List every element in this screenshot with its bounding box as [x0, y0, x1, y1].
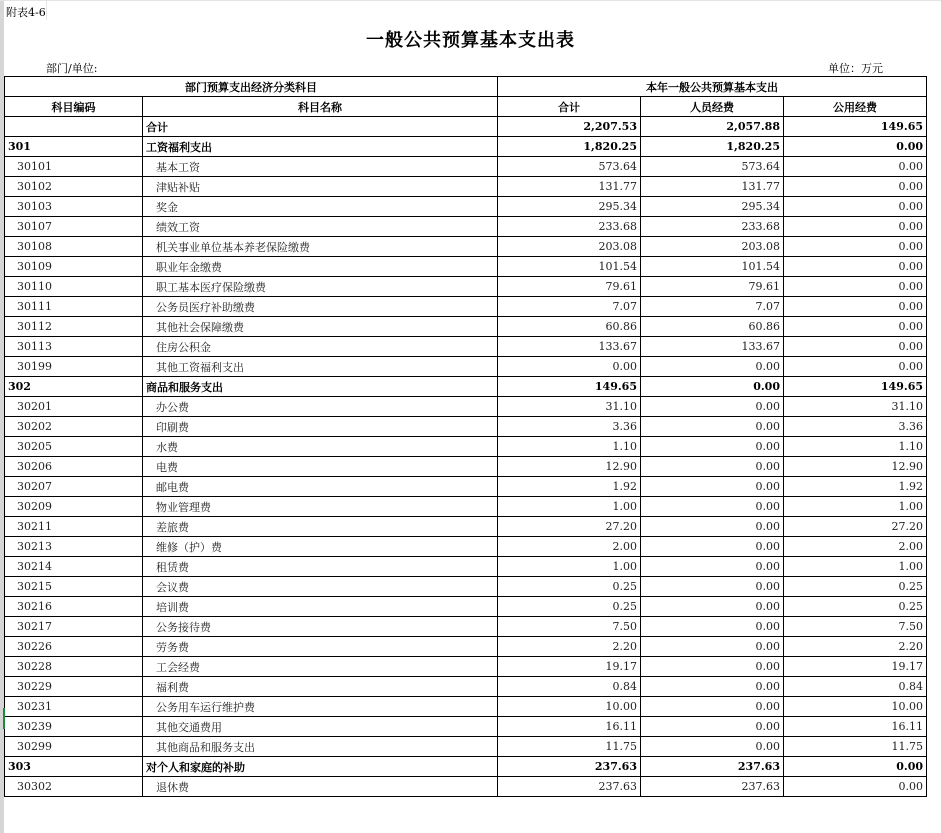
- table-row[interactable]: [5, 577, 927, 597]
- cell-personnel[interactable]: 0.00: [641, 377, 784, 397]
- cell-total[interactable]: 1.10: [498, 437, 641, 457]
- column-header-public: 公用经费: [784, 97, 927, 117]
- cell-personnel[interactable]: 0.00: [641, 677, 784, 697]
- cell-public[interactable]: 2.00: [784, 537, 927, 557]
- cell-personnel[interactable]: 133.67: [641, 337, 784, 357]
- cell-code[interactable]: 30239: [5, 717, 143, 737]
- cell-total[interactable]: 0.84: [498, 677, 641, 697]
- cell-name[interactable]: 公务用车运行维护费: [143, 697, 498, 717]
- cell-total[interactable]: 10.00: [498, 697, 641, 717]
- department-label: 部门/单位:: [46, 62, 98, 75]
- cell-total[interactable]: 233.68: [498, 217, 641, 237]
- budget-table: [4, 76, 927, 797]
- cell-code[interactable]: 301: [5, 137, 143, 157]
- table-row[interactable]: [5, 377, 927, 397]
- cell-total[interactable]: 60.86: [498, 317, 641, 337]
- cell-personnel[interactable]: 237.63: [641, 757, 784, 777]
- cell-code[interactable]: 30110: [5, 277, 143, 297]
- cell-personnel[interactable]: 0.00: [641, 577, 784, 597]
- cell-code[interactable]: 30109: [5, 257, 143, 277]
- cell-personnel[interactable]: 573.64: [641, 157, 784, 177]
- table-row[interactable]: [5, 317, 927, 337]
- cell-personnel[interactable]: 0.00: [641, 437, 784, 457]
- table-row[interactable]: [5, 197, 927, 217]
- cell-personnel[interactable]: 60.86: [641, 317, 784, 337]
- top-gridline: [0, 0, 941, 1]
- cell-total[interactable]: 3.36: [498, 417, 641, 437]
- cell-name[interactable]: 印刷费: [143, 417, 498, 437]
- table-row[interactable]: [5, 297, 927, 317]
- cell-code[interactable]: 30202: [5, 417, 143, 437]
- table-column-header-row: [5, 97, 927, 117]
- table-row[interactable]: [5, 617, 927, 637]
- cell-name[interactable]: 福利费: [143, 677, 498, 697]
- cell-public[interactable]: 11.75: [784, 737, 927, 757]
- cell-personnel[interactable]: 0.00: [641, 477, 784, 497]
- table-row[interactable]: [5, 697, 927, 717]
- cell-public[interactable]: 0.00: [784, 317, 927, 337]
- unit-label: 单位：万元: [828, 62, 883, 75]
- cell-personnel[interactable]: 0.00: [641, 397, 784, 417]
- table-row[interactable]: [5, 417, 927, 437]
- table-row[interactable]: [5, 677, 927, 697]
- cell-total[interactable]: 1,820.25: [498, 137, 641, 157]
- cell-public[interactable]: 0.00: [784, 237, 927, 257]
- cell-total[interactable]: 237.63: [498, 757, 641, 777]
- cell-name[interactable]: 商品和服务支出: [143, 377, 498, 397]
- table-row[interactable]: [5, 597, 927, 617]
- cell-total[interactable]: 79.61: [498, 277, 641, 297]
- cell-name[interactable]: 租赁费: [143, 557, 498, 577]
- cell-name[interactable]: 工资福利支出: [143, 137, 498, 157]
- cell-total[interactable]: 133.67: [498, 337, 641, 357]
- page-title: 一般公共预算基本支出表: [366, 30, 575, 51]
- cell-code[interactable]: 30103: [5, 197, 143, 217]
- cell-total[interactable]: 16.11: [498, 717, 641, 737]
- table-row[interactable]: [5, 177, 927, 197]
- table-row[interactable]: [5, 497, 927, 517]
- cell-public[interactable]: 0.00: [784, 177, 927, 197]
- cell-personnel[interactable]: 131.77: [641, 177, 784, 197]
- cell-code[interactable]: 30101: [5, 157, 143, 177]
- cell-personnel[interactable]: 2,057.88: [641, 117, 784, 137]
- cell-name[interactable]: 工会经费: [143, 657, 498, 677]
- table-row[interactable]: [5, 257, 927, 277]
- cell-name[interactable]: 基本工资: [143, 157, 498, 177]
- cell-total[interactable]: 101.54: [498, 257, 641, 277]
- column-header-total: 合计: [498, 97, 641, 117]
- table-row[interactable]: [5, 537, 927, 557]
- cell-code[interactable]: 30231: [5, 697, 143, 717]
- table-group-header-row: [5, 77, 927, 97]
- cell-name[interactable]: 其他工资福利支出: [143, 357, 498, 377]
- cell-personnel[interactable]: 1,820.25: [641, 137, 784, 157]
- cell-public[interactable]: 31.10: [784, 397, 927, 417]
- cell-name[interactable]: 培训费: [143, 597, 498, 617]
- cell-personnel[interactable]: 0.00: [641, 737, 784, 757]
- cell-code[interactable]: 30228: [5, 657, 143, 677]
- cell-name[interactable]: 电费: [143, 457, 498, 477]
- cell-total[interactable]: 295.34: [498, 197, 641, 217]
- cell-code[interactable]: 30207: [5, 477, 143, 497]
- table-row[interactable]: [5, 777, 927, 797]
- cell-personnel[interactable]: 237.63: [641, 777, 784, 797]
- table-row[interactable]: [5, 477, 927, 497]
- cell-public[interactable]: 1.00: [784, 497, 927, 517]
- cell-total[interactable]: 0.25: [498, 597, 641, 617]
- cell-name[interactable]: 其他社会保障缴费: [143, 317, 498, 337]
- cell-code[interactable]: 30205: [5, 437, 143, 457]
- cell-total[interactable]: 149.65: [498, 377, 641, 397]
- column-header-personnel: 人员经费: [641, 97, 784, 117]
- cell-code[interactable]: 30113: [5, 337, 143, 357]
- cell-personnel[interactable]: 233.68: [641, 217, 784, 237]
- cell-public[interactable]: 149.65: [784, 377, 927, 397]
- cell-personnel[interactable]: 295.34: [641, 197, 784, 217]
- table-body: [5, 117, 927, 797]
- cell-code[interactable]: 30199: [5, 357, 143, 377]
- cell-public[interactable]: 149.65: [784, 117, 927, 137]
- cell-public[interactable]: 16.11: [784, 717, 927, 737]
- table-row[interactable]: [5, 157, 927, 177]
- table-row[interactable]: [5, 517, 927, 537]
- cell-code[interactable]: 30102: [5, 177, 143, 197]
- cell-total[interactable]: 12.90: [498, 457, 641, 477]
- cell-personnel[interactable]: 0.00: [641, 537, 784, 557]
- cell-name[interactable]: 职业年金缴费: [143, 257, 498, 277]
- cell-public[interactable]: 0.00: [784, 777, 927, 797]
- cell-total[interactable]: 0.25: [498, 577, 641, 597]
- cell-total[interactable]: 31.10: [498, 397, 641, 417]
- cell-public[interactable]: 0.00: [784, 137, 927, 157]
- cell-total[interactable]: 7.50: [498, 617, 641, 637]
- annex-label: 附表4-6: [6, 6, 46, 19]
- cell-public[interactable]: 0.00: [784, 217, 927, 237]
- cell-personnel[interactable]: 0.00: [641, 717, 784, 737]
- cell-name[interactable]: 职工基本医疗保险缴费: [143, 277, 498, 297]
- table-row[interactable]: [5, 657, 927, 677]
- cell-code[interactable]: 30217: [5, 617, 143, 637]
- table-row[interactable]: [5, 277, 927, 297]
- cell-name[interactable]: 会议费: [143, 577, 498, 597]
- cell-personnel[interactable]: 0.00: [641, 557, 784, 577]
- column-header-code: 科目编码: [5, 97, 143, 117]
- cell-code[interactable]: 30111: [5, 297, 143, 317]
- cell-code[interactable]: 30201: [5, 397, 143, 417]
- cell-name[interactable]: 津贴补贴: [143, 177, 498, 197]
- cell-personnel[interactable]: 0.00: [641, 497, 784, 517]
- cell-name[interactable]: 差旅费: [143, 517, 498, 537]
- cell-code[interactable]: 30226: [5, 637, 143, 657]
- table-row[interactable]: [5, 357, 927, 377]
- cell-total[interactable]: 2.20: [498, 637, 641, 657]
- cell-public[interactable]: 0.84: [784, 677, 927, 697]
- cell-name[interactable]: 劳务费: [143, 637, 498, 657]
- cell-name[interactable]: 公务员医疗补助缴费: [143, 297, 498, 317]
- group-header-basic-expenditure: 本年一般公共预算基本支出: [498, 77, 927, 97]
- cell-public[interactable]: 0.00: [784, 277, 927, 297]
- cell-personnel[interactable]: 0.00: [641, 697, 784, 717]
- cell-public[interactable]: 0.00: [784, 757, 927, 777]
- cell-code[interactable]: 30213: [5, 537, 143, 557]
- cell-name[interactable]: 绩效工资: [143, 217, 498, 237]
- cell-total[interactable]: 131.77: [498, 177, 641, 197]
- cell-code[interactable]: 30215: [5, 577, 143, 597]
- cell-code[interactable]: 30216: [5, 597, 143, 617]
- cell-total[interactable]: 19.17: [498, 657, 641, 677]
- cell-name[interactable]: 对个人和家庭的补助: [143, 757, 498, 777]
- cell-personnel[interactable]: 7.07: [641, 297, 784, 317]
- cell-code[interactable]: 30214: [5, 557, 143, 577]
- cell-code[interactable]: 30229: [5, 677, 143, 697]
- cell-total[interactable]: 573.64: [498, 157, 641, 177]
- cell-personnel[interactable]: 0.00: [641, 457, 784, 477]
- cell-total[interactable]: 27.20: [498, 517, 641, 537]
- table-row[interactable]: [5, 137, 927, 157]
- cell-public[interactable]: 1.10: [784, 437, 927, 457]
- cell-total[interactable]: 1.00: [498, 557, 641, 577]
- cell-public[interactable]: 2.20: [784, 637, 927, 657]
- table-row[interactable]: [5, 117, 927, 137]
- cell-name[interactable]: 公务接待费: [143, 617, 498, 637]
- table-row[interactable]: [5, 337, 927, 357]
- cell-total[interactable]: 1.92: [498, 477, 641, 497]
- cell-total[interactable]: 237.63: [498, 777, 641, 797]
- cell-code[interactable]: 30107: [5, 217, 143, 237]
- cell-public[interactable]: 12.90: [784, 457, 927, 477]
- cell-public[interactable]: 10.00: [784, 697, 927, 717]
- cell-personnel[interactable]: 0.00: [641, 357, 784, 377]
- cell-name[interactable]: 其他商品和服务支出: [143, 737, 498, 757]
- cell-total[interactable]: 2,207.53: [498, 117, 641, 137]
- cell-name[interactable]: 维修（护）费: [143, 537, 498, 557]
- active-cell-marker: [3, 708, 5, 729]
- column-header-name: 科目名称: [143, 97, 498, 117]
- cell-code[interactable]: 30302: [5, 777, 143, 797]
- cell-personnel[interactable]: 0.00: [641, 517, 784, 537]
- cell-personnel[interactable]: 0.00: [641, 417, 784, 437]
- cell-code[interactable]: 30209: [5, 497, 143, 517]
- table-row[interactable]: [5, 217, 927, 237]
- cell-total[interactable]: 203.08: [498, 237, 641, 257]
- cell-name[interactable]: 退休费: [143, 777, 498, 797]
- cell-code[interactable]: 303: [5, 757, 143, 777]
- cell-public[interactable]: 3.36: [784, 417, 927, 437]
- cell-code[interactable]: 30112: [5, 317, 143, 337]
- cell-public[interactable]: 0.00: [784, 357, 927, 377]
- cell-personnel[interactable]: 79.61: [641, 277, 784, 297]
- table-row[interactable]: [5, 717, 927, 737]
- cell-public[interactable]: 0.25: [784, 597, 927, 617]
- cell-total[interactable]: 7.07: [498, 297, 641, 317]
- cell-total[interactable]: 11.75: [498, 737, 641, 757]
- cell-code[interactable]: 30211: [5, 517, 143, 537]
- table-row[interactable]: [5, 737, 927, 757]
- table-row[interactable]: [5, 437, 927, 457]
- cell-public[interactable]: 1.92: [784, 477, 927, 497]
- cell-code[interactable]: [5, 117, 143, 137]
- table-row[interactable]: [5, 237, 927, 257]
- cell-personnel[interactable]: 203.08: [641, 237, 784, 257]
- cell-name[interactable]: 邮电费: [143, 477, 498, 497]
- cell-personnel[interactable]: 0.00: [641, 637, 784, 657]
- cell-public[interactable]: 19.17: [784, 657, 927, 677]
- table-row[interactable]: [5, 457, 927, 477]
- cell-code[interactable]: 302: [5, 377, 143, 397]
- cell-name[interactable]: 办公费: [143, 397, 498, 417]
- cell-total[interactable]: 0.00: [498, 357, 641, 377]
- table-row[interactable]: [5, 397, 927, 417]
- table-row[interactable]: [5, 637, 927, 657]
- cell-name[interactable]: 物业管理费: [143, 497, 498, 517]
- cell-name[interactable]: 水费: [143, 437, 498, 457]
- cell-total[interactable]: 2.00: [498, 537, 641, 557]
- cell-total[interactable]: 1.00: [498, 497, 641, 517]
- cell-name[interactable]: 住房公积金: [143, 337, 498, 357]
- cell-public[interactable]: 0.00: [784, 257, 927, 277]
- cell-code[interactable]: 30299: [5, 737, 143, 757]
- cell-personnel[interactable]: 0.00: [641, 657, 784, 677]
- group-header-classification: 部门预算支出经济分类科目: [5, 77, 498, 97]
- cell-code[interactable]: 30206: [5, 457, 143, 477]
- cell-code[interactable]: 30108: [5, 237, 143, 257]
- cell-public[interactable]: 0.00: [784, 337, 927, 357]
- cell-personnel[interactable]: 101.54: [641, 257, 784, 277]
- cell-public[interactable]: 0.00: [784, 157, 927, 177]
- cell-public[interactable]: 0.00: [784, 197, 927, 217]
- cell-name[interactable]: 奖金: [143, 197, 498, 217]
- cell-public[interactable]: 27.20: [784, 517, 927, 537]
- table-row[interactable]: [5, 757, 927, 777]
- column-gridline: [46, 0, 47, 20]
- cell-name[interactable]: 机关事业单位基本养老保险缴费: [143, 237, 498, 257]
- cell-public[interactable]: 0.25: [784, 577, 927, 597]
- cell-name[interactable]: 合计: [143, 117, 498, 137]
- cell-name[interactable]: 其他交通费用: [143, 717, 498, 737]
- cell-personnel[interactable]: 0.00: [641, 617, 784, 637]
- cell-public[interactable]: 7.50: [784, 617, 927, 637]
- cell-public[interactable]: 1.00: [784, 557, 927, 577]
- cell-public[interactable]: 0.00: [784, 297, 927, 317]
- cell-personnel[interactable]: 0.00: [641, 597, 784, 617]
- table-row[interactable]: [5, 557, 927, 577]
